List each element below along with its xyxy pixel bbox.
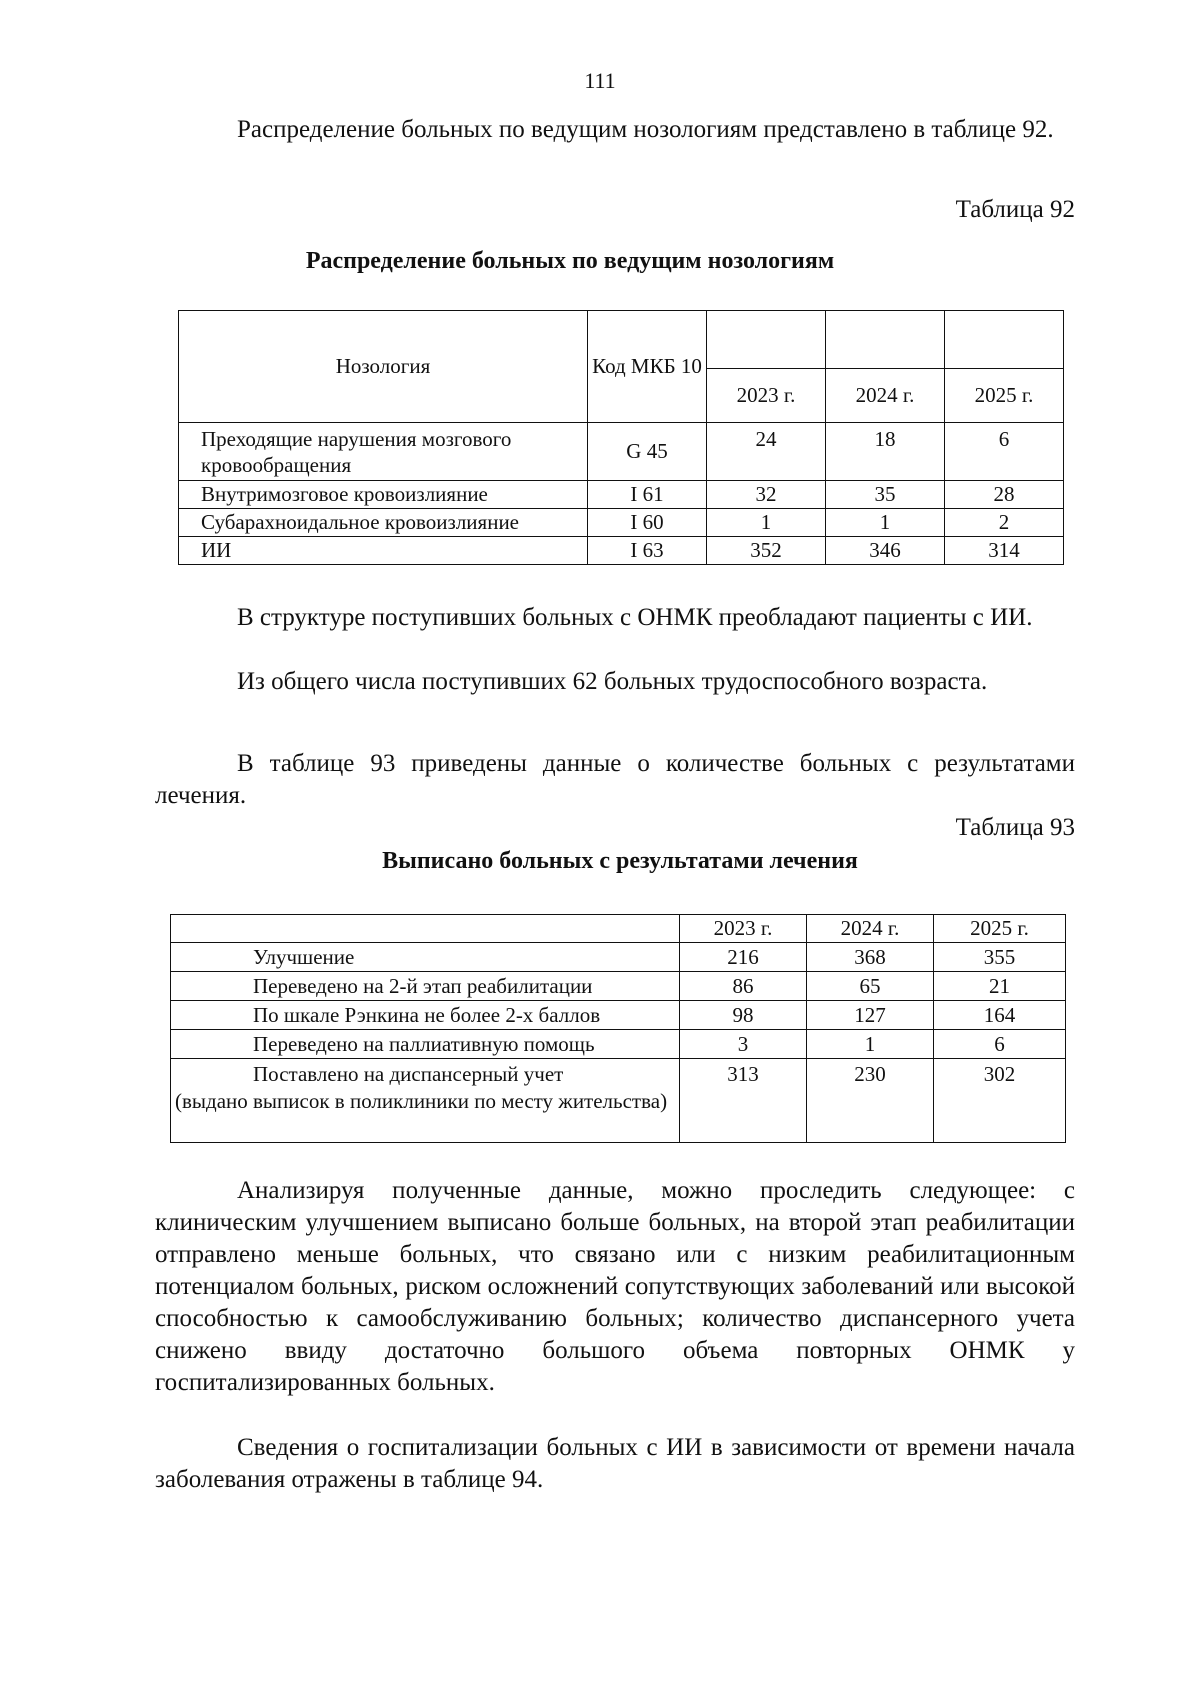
paragraph-working-age-text: Из общего числа поступивших 62 больных трудоспособного возраста. <box>237 668 988 695</box>
row-value: 24 <box>707 423 826 481</box>
table-row <box>171 943 1066 972</box>
table-row <box>179 537 1064 565</box>
paragraph-table-93-intro-text: В таблице 93 приведены данные о количестве больных с результатами лечения. <box>155 750 1075 809</box>
header-year: 2024 г. <box>826 369 945 423</box>
row-name: Преходящие нарушения мозгового кровообращения <box>179 423 588 481</box>
table-93-title: Выписано больных с результатами лечения <box>382 848 858 874</box>
row-value: 314 <box>945 537 1064 565</box>
row-code: G 45 <box>588 423 707 481</box>
row-value: 352 <box>707 537 826 565</box>
intro-text: Распределение больных по ведущим нозологиям представлено в таблице 92. <box>237 116 1054 143</box>
paragraph-table-94-ref-text: Сведения о госпитализации больных с ИИ в зависимости от времени начала заболевания отражены в таблице 94. <box>155 1434 1075 1493</box>
row-name: Переведено на 2-й этап реабилитации <box>171 972 680 1001</box>
header-blank <box>945 311 1064 369</box>
table-92 <box>178 310 1064 565</box>
row-value: 346 <box>826 537 945 565</box>
table-93 <box>170 914 1066 1143</box>
header-nozologia: Нозология <box>179 311 588 423</box>
header-year: 2023 г. <box>707 369 826 423</box>
table-92-label: Таблица 92 <box>955 196 1075 223</box>
page-number: 111 <box>584 68 616 93</box>
table-92-title: Распределение больных по ведущим нозологиям <box>305 248 835 274</box>
row-value: 1 <box>707 509 826 537</box>
row-value: 2 <box>945 509 1064 537</box>
row-value: 98 <box>680 1001 807 1030</box>
row-code: I 60 <box>588 509 707 537</box>
header-code: Код МКБ 10 <box>588 311 707 423</box>
row-value: 313 <box>680 1059 807 1143</box>
row-value: 164 <box>934 1001 1066 1030</box>
paragraph-analysis <box>155 1175 1075 1399</box>
table-row <box>179 481 1064 509</box>
row-value: 18 <box>826 423 945 481</box>
row-code: I 61 <box>588 481 707 509</box>
row-name: ИИ <box>179 537 588 565</box>
row-value: 28 <box>945 481 1064 509</box>
row-name: Внутримозговое кровоизлияние <box>179 481 588 509</box>
row-value: 3 <box>680 1030 807 1059</box>
table-row <box>171 972 1066 1001</box>
header-blank <box>171 915 680 943</box>
paragraph-table-94-ref <box>155 1432 1075 1496</box>
paragraph-working-age <box>155 666 1075 698</box>
header-year: 2023 г. <box>680 915 807 943</box>
row-value: 216 <box>680 943 807 972</box>
row-value: 6 <box>934 1030 1066 1059</box>
row-name-multiline <box>171 1059 680 1143</box>
table-row <box>179 423 1064 481</box>
header-year: 2025 г. <box>934 915 1066 943</box>
row-code: I 63 <box>588 537 707 565</box>
row-value: 302 <box>934 1059 1066 1143</box>
row-value: 86 <box>680 972 807 1001</box>
table-row <box>171 1001 1066 1030</box>
row-name-continuation: (выдано выписок в поликлиники по месту жительства) <box>175 1089 668 1113</box>
row-name: Переведено на паллиативную помощь <box>171 1030 680 1059</box>
row-value: 230 <box>807 1059 934 1143</box>
row-value: 355 <box>934 943 1066 972</box>
table-row <box>171 1030 1066 1059</box>
header-blank <box>707 311 826 369</box>
row-value: 1 <box>807 1030 934 1059</box>
row-value: 21 <box>934 972 1066 1001</box>
row-value: 35 <box>826 481 945 509</box>
row-value: 368 <box>807 943 934 972</box>
row-value: 127 <box>807 1001 934 1030</box>
header-year: 2025 г. <box>945 369 1064 423</box>
table-row <box>179 509 1064 537</box>
row-name: По шкале Рэнкина не более 2-х баллов <box>171 1001 680 1030</box>
header-blank <box>826 311 945 369</box>
header-year: 2024 г. <box>807 915 934 943</box>
paragraph-structure-text: В структуре поступивших больных с ОНМК преобладают пациенты с ИИ. <box>237 604 1033 631</box>
table-93-label: Таблица 93 <box>955 814 1075 841</box>
row-name: Поставлено на диспансерный учет <box>253 1062 564 1086</box>
table-row <box>171 1059 1066 1143</box>
row-name: Субарахноидальное кровоизлияние <box>179 509 588 537</box>
row-value: 65 <box>807 972 934 1001</box>
row-value: 1 <box>826 509 945 537</box>
row-value: 32 <box>707 481 826 509</box>
paragraph-structure <box>155 602 1075 634</box>
paragraph-table-93-intro <box>155 748 1075 812</box>
paragraph-analysis-text: Анализируя полученные данные, можно проследить следующее: с клиническим улучшением выписано больше больных, на второй этап реабилитации отправлено меньше больных, что связано или с низким реабилитационным потенциалом больных, риском осложнений сопутствующих заболеваний или высокой способностью к самообслуживанию больных; количество диспансерного учета снижено ввиду достаточно большого объема повторных ОНМК у госпитализированных больных. <box>155 1177 1075 1396</box>
row-value: 6 <box>945 423 1064 481</box>
intro-paragraph <box>155 114 1075 146</box>
row-name: Улучшение <box>171 943 680 972</box>
